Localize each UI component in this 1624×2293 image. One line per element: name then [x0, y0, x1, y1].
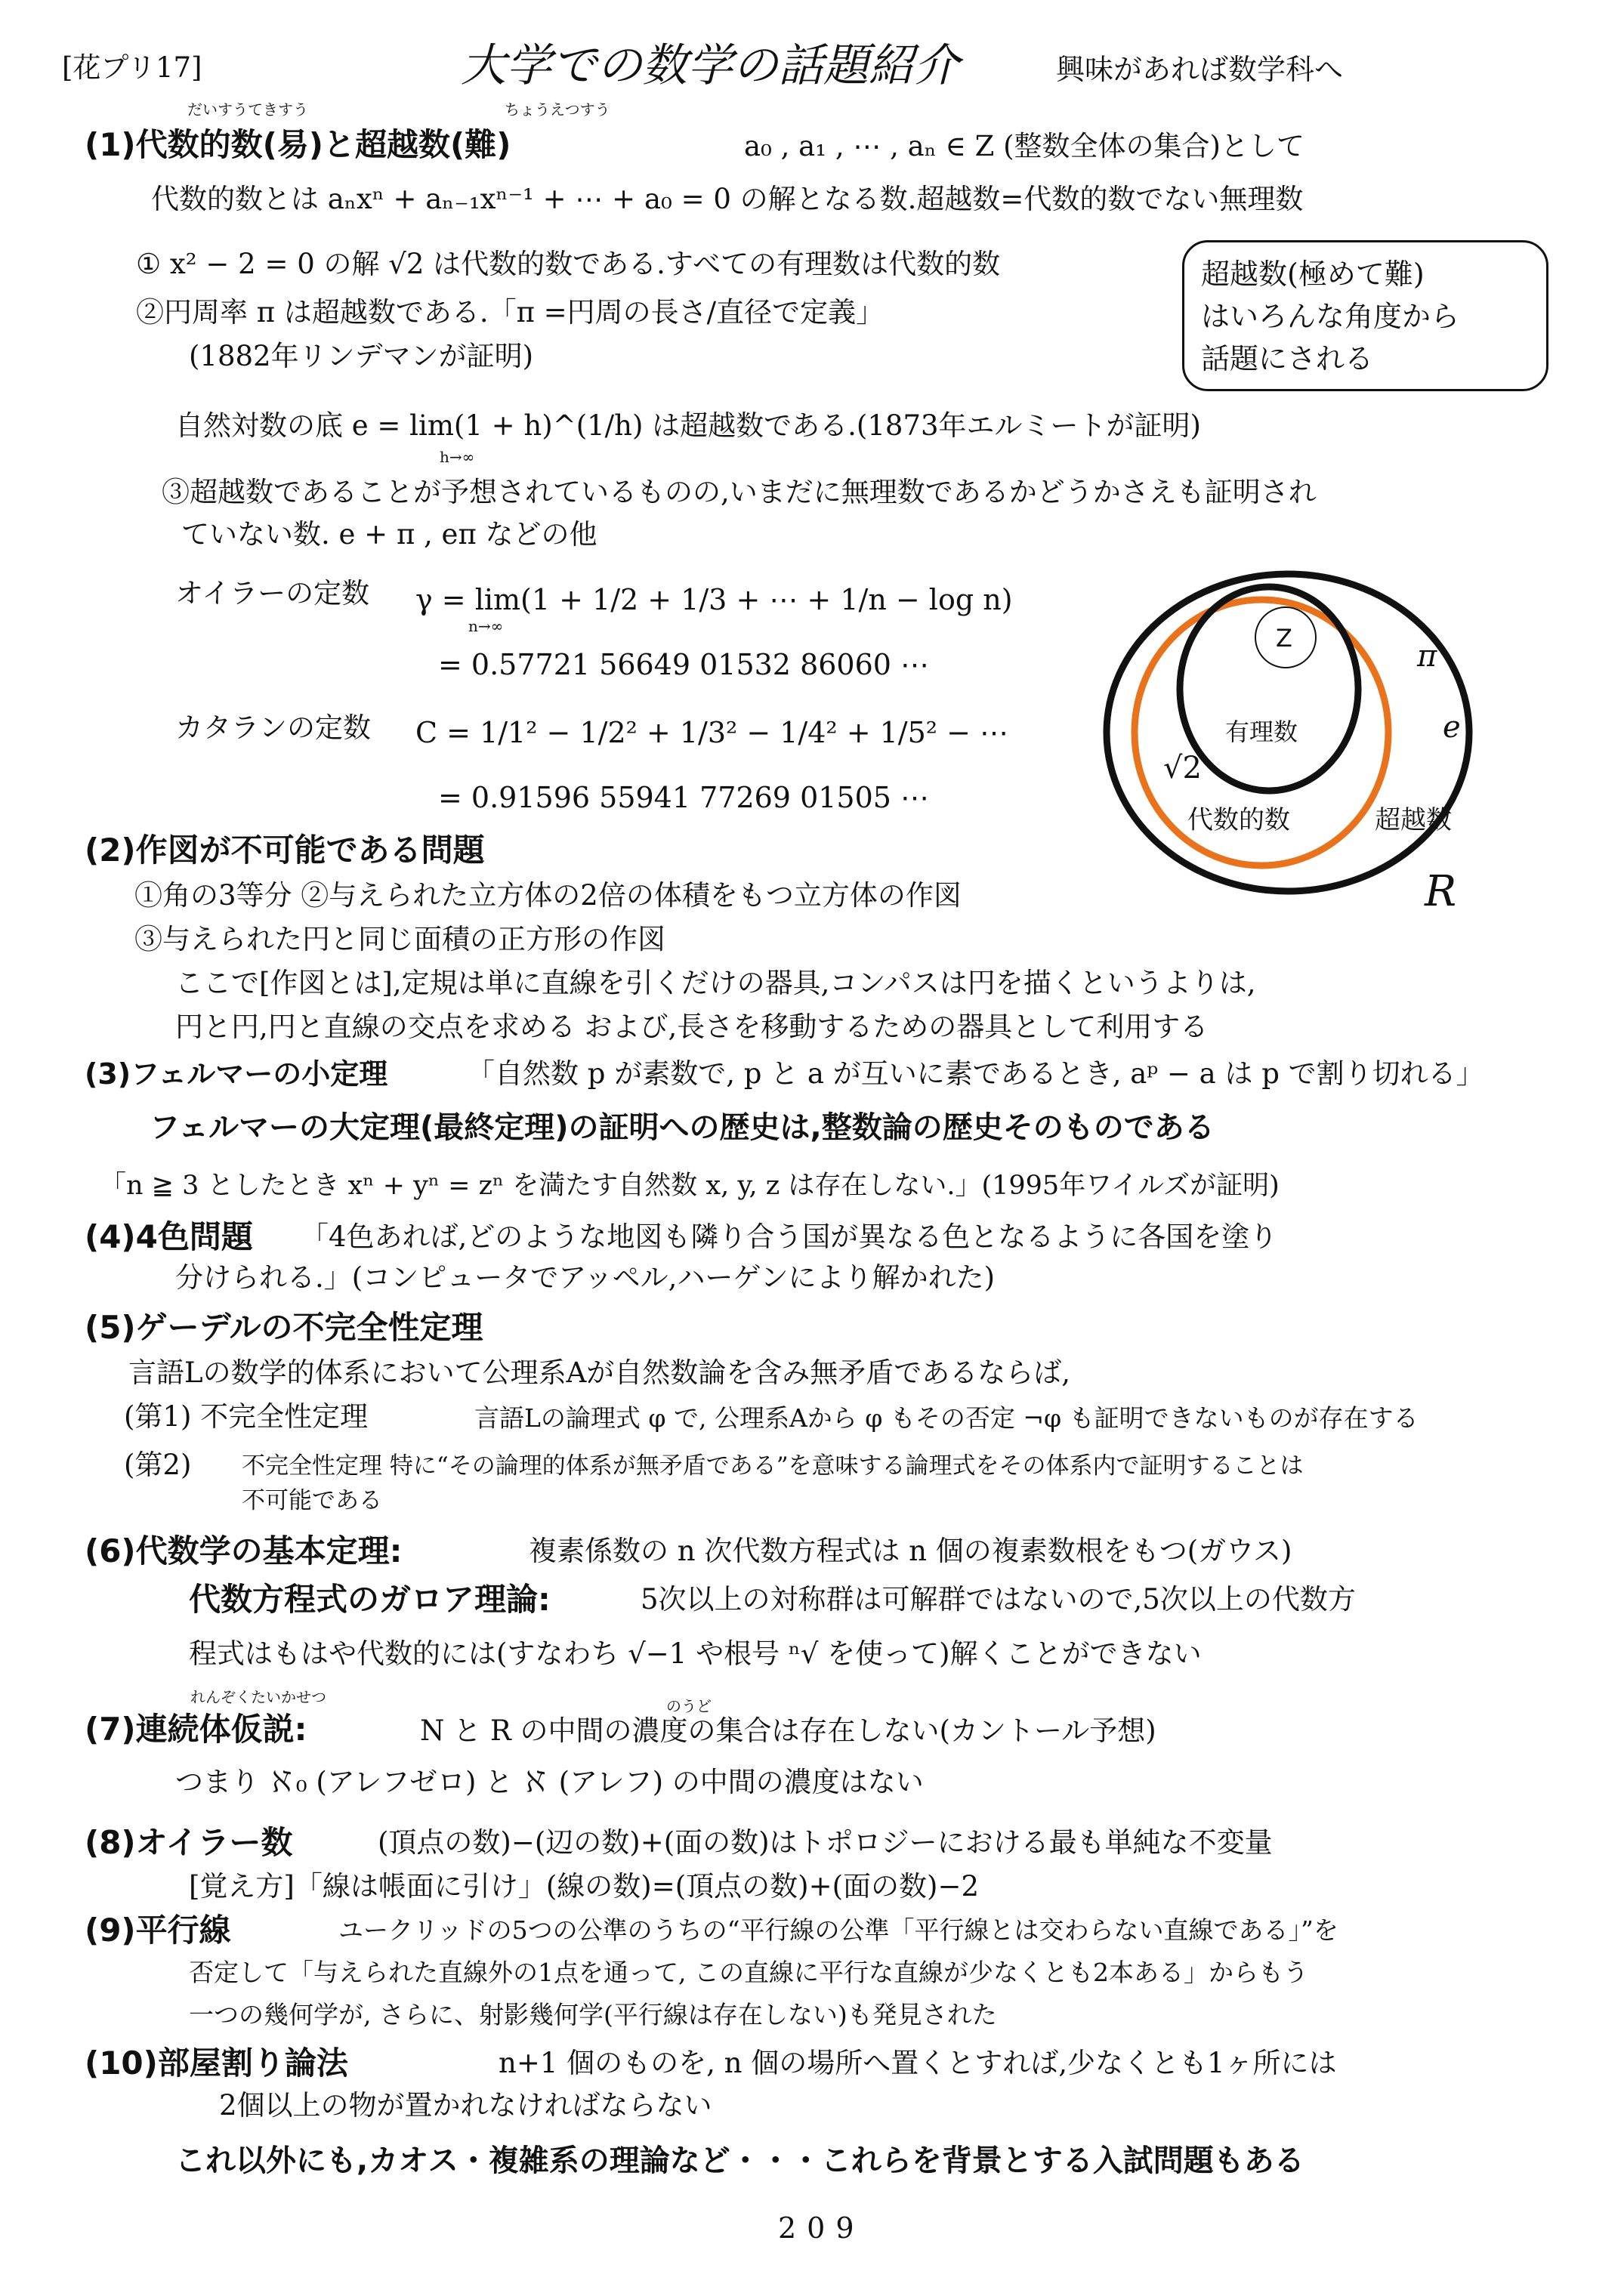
section-5-theorem-2-text: 不完全性定理 特に“その論理的体系が無矛盾である”を意味する論理式をその体系内で証明することは — [242, 1452, 1304, 1480]
ruby-transcendental: ちょうえつすう — [505, 100, 610, 119]
section-2-line-4: 円と円,円と直線の交点を求める および,長さを移動するための器具として利用する — [175, 1011, 1209, 1043]
section-2-line-3: ここで[作図とは],定規は単に直線を引くだけの器具,コンパスは円を描くというよりは, — [175, 967, 1256, 999]
section-5-theorem-1-label: (第1) 不完全性定理 — [124, 1400, 369, 1433]
catalan-constant-formula: C = 1/1² − 1/2² + 1/3² − 1/4² + 1/5² − ⋯ — [415, 716, 1009, 749]
section-5-theorem-2-text-2: 不可能である — [242, 1487, 382, 1514]
section-1-heading: (1)代数的数(易)と超越数(難) — [85, 126, 511, 163]
section-4-text-2: 分けられる.」(コンピュータでアッペル,ハーゲンにより解かれた) — [175, 1261, 996, 1294]
limit-subscript-n: n→∞ — [468, 617, 504, 635]
section-2-heading: (2)作図が不可能である問題 — [85, 832, 485, 869]
venn-label-algebraic: 代数的数 — [1187, 805, 1290, 835]
venn-label-transcendental: 超越数 — [1375, 805, 1452, 835]
section-6-sub-text: 5次以上の対称群は可解群ではないので,5次以上の代数方 — [641, 1583, 1356, 1616]
venn-label-integers: Z — [1276, 624, 1292, 653]
section-9-line-3: 一つの幾何学が, さらに、射影幾何学(平行線は存在しない)も発見された — [189, 2000, 997, 2029]
section-10-text: n+1 個のものを, n 個の場所へ置くとすれば,少なくとも1ヶ所には — [499, 2047, 1337, 2079]
rational-numbers-set — [1180, 587, 1358, 791]
callout-line-2: はいろんな角度から — [1201, 300, 1460, 333]
euler-constant-value: = 0.57721 56649 01532 86060 ⋯ — [438, 648, 930, 681]
callout-line-3: 話題にされる — [1201, 342, 1374, 375]
ruby-algebraic: だいすうてきすう — [187, 100, 308, 119]
euler-constant-formula: γ = lim(1 + 1/2 + 1/3 + ⋯ + 1/n − log n) — [415, 583, 1013, 616]
section-7-line-2: つまり ℵ₀ (アレフゼロ) と ℵ (アレフ) の中間の濃度はない — [175, 1766, 924, 1798]
section-4-heading: (4)4色問題 — [85, 1218, 253, 1255]
section-6-sub-text-2: 程式はもはや代数的には(すなわち √−1 や根号 ⁿ√ を使って)解くことができない — [189, 1637, 1202, 1670]
catalan-constant-label: カタランの定数 — [175, 711, 371, 744]
catalan-constant-value: = 0.91596 55941 77269 01505 ⋯ — [438, 781, 930, 814]
venn-label-rational: 有理数 — [1225, 718, 1298, 746]
section-3-bold-line: フェルマーの大定理(最終定理)の証明への歴史は,整数論の歴史そのものである — [150, 1110, 1215, 1145]
ruby-cardinality: のうど — [666, 1697, 712, 1715]
venn-label-sqrt2: √2 — [1163, 751, 1202, 785]
section-1-item-4b: ていない数. e + π , eπ などの他 — [181, 518, 597, 551]
section-5-theorem-2-label: (第2) — [124, 1449, 192, 1481]
callout-line-1: 超越数(極めて難) — [1201, 258, 1425, 291]
section-3-heading: (3)フェルマーの小定理 — [85, 1057, 388, 1091]
section-3-last-theorem: 「n ≧ 3 としたとき xⁿ + yⁿ = zⁿ を満たす自然数 x, y, z は存在しない.」(1995年ワイルズが証明) — [100, 1171, 1280, 1201]
section-1-condition: a₀ , a₁ , ⋯ , aₙ ∈ Z (整数全体の集合)として — [744, 130, 1304, 162]
section-2-line-2: ③与えられた円と同じ面積の正方形の作図 — [134, 923, 665, 955]
section-8-text: (頂点の数)−(辺の数)+(面の数)はトポロジーにおける最も単純な不変量 — [378, 1826, 1273, 1859]
venn-label-reals: R — [1425, 867, 1457, 916]
section-6-sub-heading: 代数方程式のガロア理論: — [189, 1581, 551, 1618]
section-2-line-1: ①角の3等分 ②与えられた立方体の2倍の体積をもつ立方体の作図 — [134, 879, 962, 912]
section-7-text: N と R の中間の濃度の集合は存在しない(カントール予想) — [420, 1714, 1156, 1747]
section-1-item-3: 自然対数の底 e = lim(1 + h)^(1/h) は超越数である.(1873年エルミートが証明) — [175, 409, 1201, 442]
section-10-line-2: 2個以上の物が置かれなければならない — [219, 2089, 712, 2122]
closing-line: これ以外にも,カオス・複雑系の理論など・・・これらを背景とする入試問題もある — [175, 2143, 1304, 2178]
venn-label-e: e — [1443, 710, 1461, 745]
section-5-theorem-1-text: 言語Lの論理式 φ で, 公理系Aから φ もその否定 ¬φ も証明できないものが存在する — [474, 1403, 1419, 1433]
venn-label-pi: π — [1417, 639, 1437, 674]
transcendental-callout-box — [1182, 240, 1548, 391]
page-title: 大学での数学の話題紹介 — [461, 39, 959, 92]
section-6-heading: (6)代数学の基本定理: — [85, 1532, 403, 1569]
section-1-item-2: ②円周率 π は超越数である.「π =円周の長さ/直径で定義」 — [136, 296, 885, 329]
section-1-item-1: ① x² − 2 = 0 の解 √2 は代数的数である.すべての有理数は代数的数 — [136, 248, 1001, 280]
section-8-heading: (8)オイラー数 — [85, 1824, 293, 1861]
section-6-text: 複素係数の n 次代数方程式は n 個の複素数根をもつ(ガウス) — [529, 1535, 1292, 1567]
section-5-intro: 言語Lの数学的体系において公理系Aが自然数論を含み無矛盾であるならば, — [128, 1356, 1071, 1389]
section-9-line-2: 否定して「与えられた直線外の1点を通って, この直線に平行な直線が少なくとも2本ある」からもう — [189, 1958, 1308, 1987]
section-1-definition: 代数的数とは aₙxⁿ + aₙ₋₁xⁿ⁻¹ + ⋯ + a₀ = 0 の解となる数.超越数=代数的数でない無理数 — [151, 183, 1304, 215]
section-8-line-2: [覚え方]「線は帳面に引け」(線の数)=(頂点の数)+(面の数)−2 — [189, 1870, 980, 1903]
euler-constant-label: オイラーの定数 — [175, 577, 370, 610]
handout-tag: [花プリ17] — [62, 51, 202, 84]
section-7-heading: (7)連続体仮説: — [85, 1711, 307, 1748]
page-subtitle: 興味があれば数学科へ — [1056, 53, 1344, 86]
ruby-continuum: れんぞくたいかせつ — [190, 1688, 326, 1706]
section-9-text: ユークリッドの5つの公準のうちの“平行線の公準「平行線とは交わらない直線である」”を — [338, 1915, 1338, 1945]
section-3-statement: 「自然数 p が素数で, p と a が互いに素であるとき, aᵖ − a は p で割り切れる」 — [467, 1057, 1484, 1090]
section-1-item-2b: (1882年リンデマンが証明) — [189, 340, 534, 372]
section-1-item-4a: ③超越数であることが予想されているものの,いまだに無理数であるかどうかさえも証明され — [162, 476, 1317, 508]
section-5-heading: (5)ゲーデルの不完全性定理 — [85, 1309, 483, 1346]
page-number: 209 — [778, 2211, 865, 2245]
section-4-text: 「4色あれば,どのような地図も隣り合う国が異なる色となるように各国を塗り — [301, 1221, 1278, 1253]
section-10-heading: (10)部屋割り論法 — [85, 2045, 348, 2082]
section-9-heading: (9)平行線 — [85, 1912, 231, 1949]
limit-subscript-h: h→∞ — [440, 448, 475, 466]
